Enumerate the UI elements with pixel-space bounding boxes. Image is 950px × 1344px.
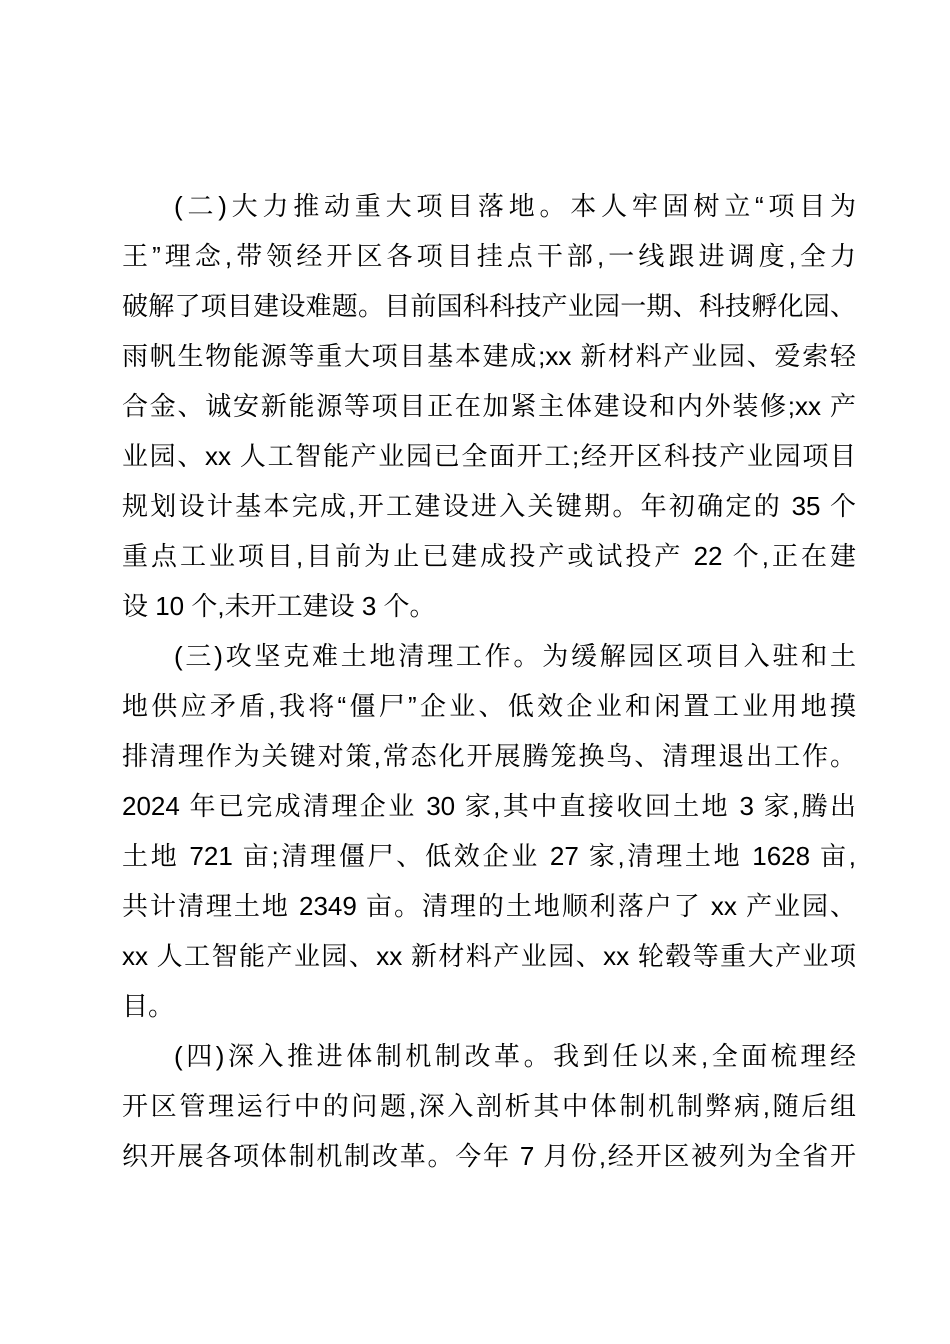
text-line: 织开展各项体制机制改革。今年 7 月份,经开区被列为全省开: [122, 1141, 856, 1171]
text-line: xx 人工智能产业园、xx 新材料产业园、xx 轮毂等重大产业项: [122, 941, 856, 971]
text-line: (三)攻坚克难土地清理工作。为缓解园区项目入驻和土: [174, 641, 856, 671]
text-line: 共计清理土地 2349 亩。清理的土地顺利落户了 xx 产业园、: [122, 891, 856, 921]
text-line: (四)深入推进体制机制改革。我到任以来,全面梳理经: [174, 1041, 856, 1071]
text-line: 雨帆生物能源等重大项目基本建成;xx 新材料产业园、爱索轻: [122, 341, 856, 371]
text-line: 开区管理运行中的问题,深入剖析其中体制机制弊病,随后组: [122, 1091, 856, 1121]
text-line: 破解了项目建设难题。目前国科科技产业园一期、科技孵化园、: [122, 291, 856, 321]
text-line: (二)大力推动重大项目落地。本人牢固树立“项目为: [174, 191, 856, 221]
text-line: 目。: [122, 991, 175, 1021]
text-line: 设 10 个,未开工建设 3 个。: [122, 591, 436, 621]
text-line: 合金、诚安新能源等项目正在加紧主体建设和内外装修;xx 产: [122, 391, 856, 421]
text-line: 重点工业项目,目前为止已建成投产或试投产 22 个,正在建: [122, 541, 856, 571]
text-line: 地供应矛盾,我将“僵尸”企业、低效企业和闲置工业用地摸: [122, 691, 856, 721]
text-line: 规划设计基本完成,开工建设进入关键期。年初确定的 35 个: [122, 491, 856, 521]
text-line: 业园、xx 人工智能产业园已全面开工;经开区科技产业园项目: [122, 441, 856, 471]
paragraph-section-4: [122, 1031, 856, 1181]
text-line: 土地 721 亩;清理僵尸、低效企业 27 家,清理土地 1628 亩,: [122, 841, 856, 871]
text-line: 王”理念,带领经开区各项目挂点干部,一线跟进调度,全力: [122, 241, 856, 271]
text-line: 排清理作为关键对策,常态化开展腾笼换鸟、清理退出工作。: [122, 741, 856, 771]
paragraph-section-3: [122, 631, 856, 1031]
text-line: 2024 年已完成清理企业 30 家,其中直接收回土地 3 家,腾出: [122, 791, 856, 821]
document-body: [122, 181, 856, 1181]
paragraph-section-2: [122, 181, 856, 631]
